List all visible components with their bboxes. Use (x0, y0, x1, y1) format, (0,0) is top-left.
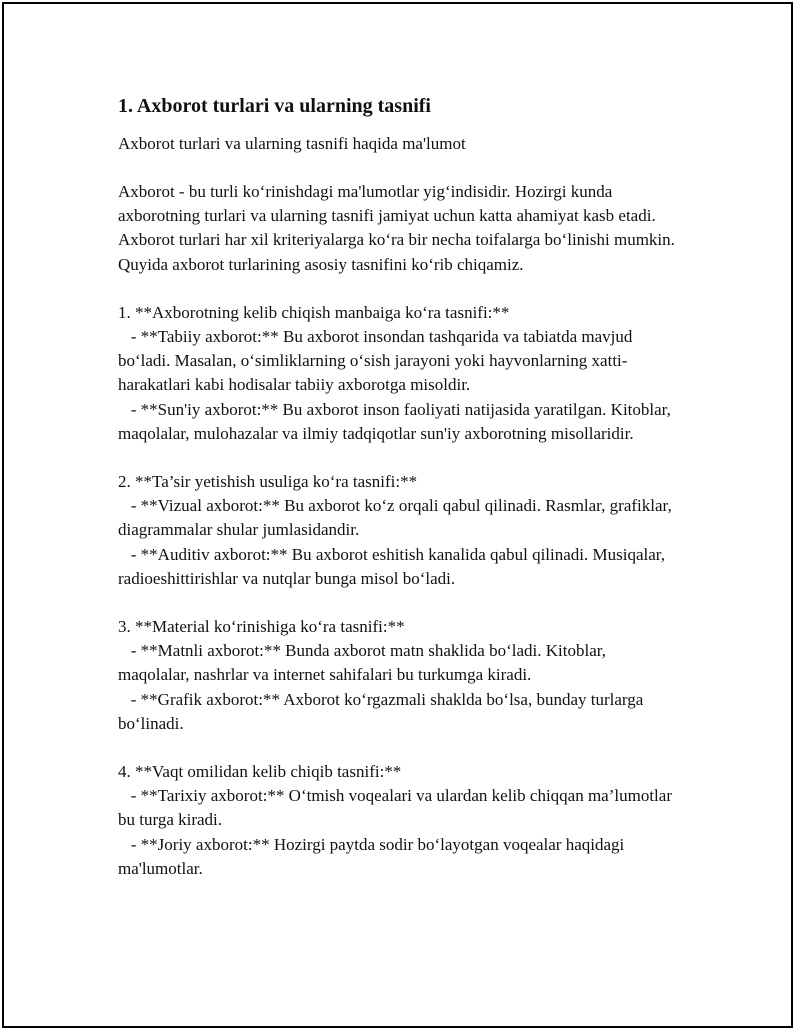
section-4 (118, 760, 678, 881)
section-3 (118, 615, 678, 736)
section-item: - **Joriy axborot:** Hozirgi paytda sodir bo‘layotgan voqealar haqidagi ma'lumotlar. (118, 834, 629, 878)
section-item: - **Sun'iy axborot:** Bu axborot inson faoliyati natijasida yaratilgan. Kitoblar, maqolalar, mulohazalar va ilmiy tadqiqotlar sun'iy axborotning misollaridir. (118, 399, 676, 443)
section-1 (118, 301, 678, 446)
section-heading: 2. **Ta’sir yetishish usuliga ko‘ra tasnifi:** (118, 472, 418, 492)
section-item: - **Auditiv axborot:** Bu axborot eshitish kanalida qabul qilinadi. Musiqalar, radioeshittirishlar va nutqlar bunga misol bo‘ladi. (118, 544, 670, 588)
document-title: 1. Axborot turlari va ularning tasnifi (118, 95, 431, 117)
section-heading: 4. **Vaqt omilidan kelib chiqib tasnifi:** (118, 762, 402, 782)
document-subtitle: Axborot turlari va ularning tasnifi haqida ma'lumot (118, 134, 466, 153)
section-item: - **Tarixiy axborot:** O‘tmish voqealari va ulardan kelib chiqqan ma’lumotlar bu turga kiradi. (118, 786, 677, 830)
section-item: - **Grafik axborot:** Axborot ko‘rgazmali shaklda bo‘lsa, bunday turlarga bo‘linadi. (118, 689, 648, 733)
section-heading: 1. **Axborotning kelib chiqish manbaiga ko‘ra tasnifi:** (118, 302, 510, 322)
section-item: - **Vizual axborot:** Bu axborot ko‘z orqali qabul qilinadi. Rasmlar, grafiklar, diagrammalar shular jumlasidandir. (118, 496, 677, 540)
section-item: - **Matnli axborot:** Bunda axborot matn shaklida bo‘ladi. Kitoblar, maqolalar, nashrlar va internet sahifalari bu turkumga kiradi. (118, 641, 611, 685)
intro-paragraph: Axborot - bu turli ko‘rinishdagi ma'lumotlar yig‘indisidir. Hozirgi kunda axborotning turlari va ularning tasnifi jamiyat uchun katta ahamiyat kasb etadi. Axborot turlari har xil kriteriyalarga ko‘ra bir necha toifalarga bo‘linishi mumkin. Quyida axborot turlarining asosiy tasnifini ko‘rib chiqamiz. (118, 182, 680, 274)
section-item: - **Tabiiy axborot:** Bu axborot insondan tashqarida va tabiatda mavjud bo‘ladi. Masalan, o‘simliklarning o‘sish jarayoni yoki hayvonlarning xatti-harakatlari kabi hodisalar tabiiy axborotga misoldir. (118, 327, 637, 395)
section-heading: 3. **Material ko‘rinishiga ko‘ra tasnifi:** (118, 617, 405, 637)
section-2 (118, 470, 678, 591)
document-body (118, 92, 678, 881)
